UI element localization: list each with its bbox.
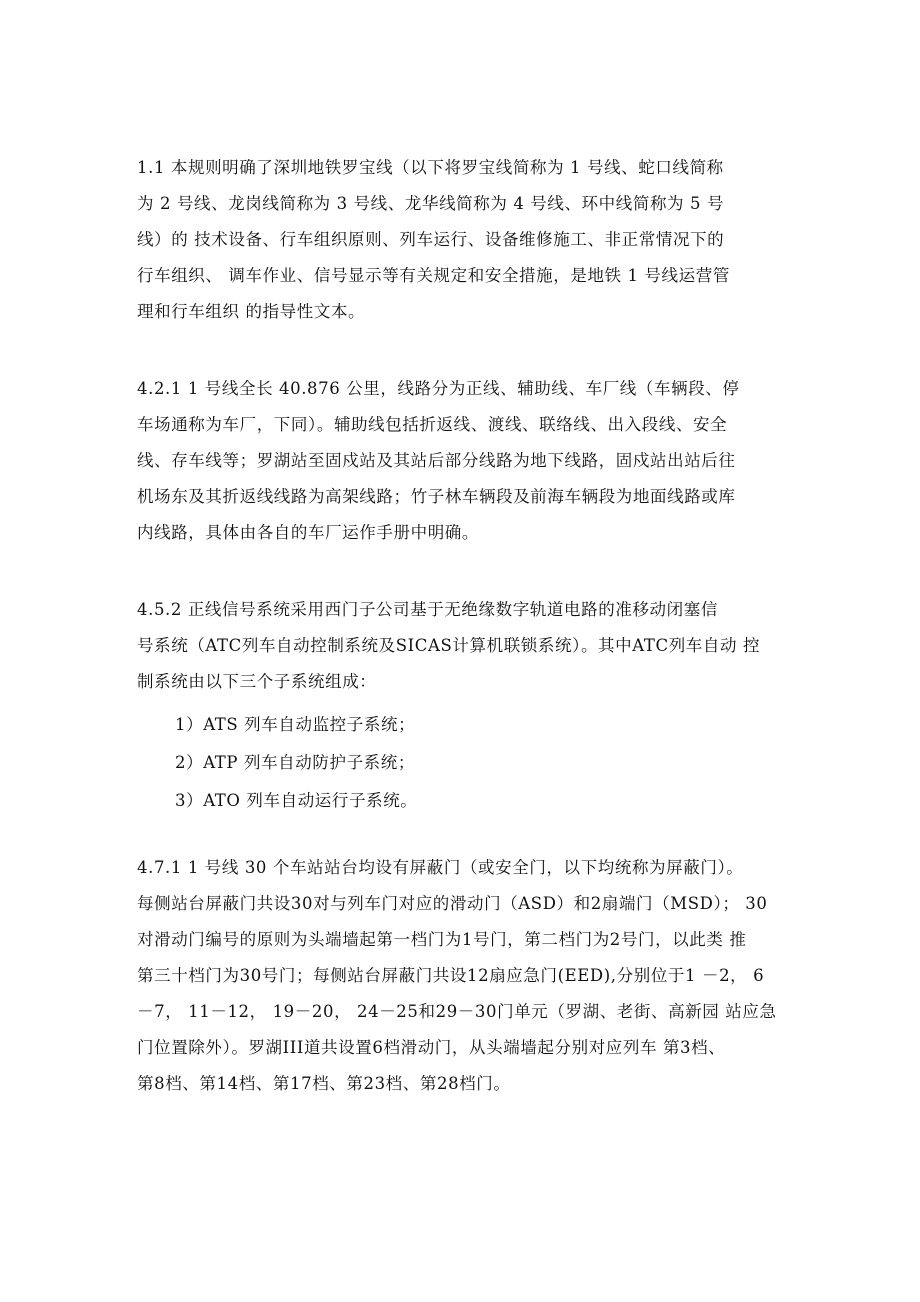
text-line: 4.5.2 正线信号系统采用西门子公司基于无绝缘数字轨道电路的准移动闭塞信 <box>137 600 718 619</box>
text-line: 4.2.1 1 号线全长 40.876 公里，线路分为正线、辅助线、车厂线（车辆段、停 <box>137 379 740 398</box>
text-line: 制系统由以下三个子系统组成： <box>137 672 377 691</box>
text-line: 机场东及其折返线线路为高架线路；竹子林车辆段及前海车辆段为地面线路或库 <box>137 487 736 506</box>
text-line: 内线路，具体由各自的车厂运作手册中明确。 <box>137 523 479 542</box>
text-line: 1.1 本规则明确了深圳地铁罗宝线（以下将罗宝线简称为 1 号线、蛇口线简称 <box>137 158 724 177</box>
text-line: 行车组织、 调车作业、信号显示等有关规定和安全措施，是地铁 1 号线运营管 <box>137 266 730 285</box>
text-line: 对滑动门编号的原则为头端墙起第一档门为1号门，第二档门为2号门，以此类 推 <box>137 930 747 949</box>
text-line: 线、存车线等；罗湖站至固戍站及其站后部分线路为地下线路，固戍站出站后往 <box>137 451 736 470</box>
text-line: 理和行车组织 的指导性文本。 <box>137 302 366 321</box>
text-line: 线）的 技术设备、行车组织原则、列车运行、设备维修施工、非正常情况下的 <box>137 230 725 249</box>
text-line: 每侧站台屏蔽门共设30对与列车门对应的滑动门（ASD）和2扇端门（MSD）； 30 <box>137 894 768 913</box>
text-line: 第8档、第14档、第17档、第23档、第28档门。 <box>137 1074 511 1093</box>
text-line: 车场通称为车厂，下同）。辅助线包括折返线、渡线、联络线、出入段线、安全 <box>137 415 728 434</box>
text-line: 为 2 号线、龙岗线简称为 3 号线、龙华线简称为 4 号线、环中线简称为 5 号 <box>137 194 725 213</box>
text-line: 4.7.1 1 号线 30 个车站站台均设有屏蔽门（或安全门，以下均统称为屏蔽门）。 <box>137 858 744 877</box>
list-item: 3）ATO 列车自动运行子系统。 <box>175 791 418 810</box>
text-line: －7， 11－12， 19－20， 24－25和29－30门单元（罗湖、老街、高新园 站应急 <box>137 1002 777 1021</box>
list-item: 1）ATS 列车自动监控子系统； <box>175 715 416 734</box>
text-line: 第三十档门为30号门；每侧站台屏蔽门共设12扇应急门(EED),分别位于1 －2， 6 <box>137 966 765 985</box>
text-line: 门位置除外）。罗湖III道共设置6档滑动门，从头端墙起分别对应列车 第3档、 <box>137 1038 726 1057</box>
list-item: 2）ATP 列车自动防护子系统； <box>175 753 415 772</box>
text-line: 号系统（ATC列车自动控制系统及SICAS计算机联锁系统）。其中ATC列车自动 控 <box>137 636 761 655</box>
